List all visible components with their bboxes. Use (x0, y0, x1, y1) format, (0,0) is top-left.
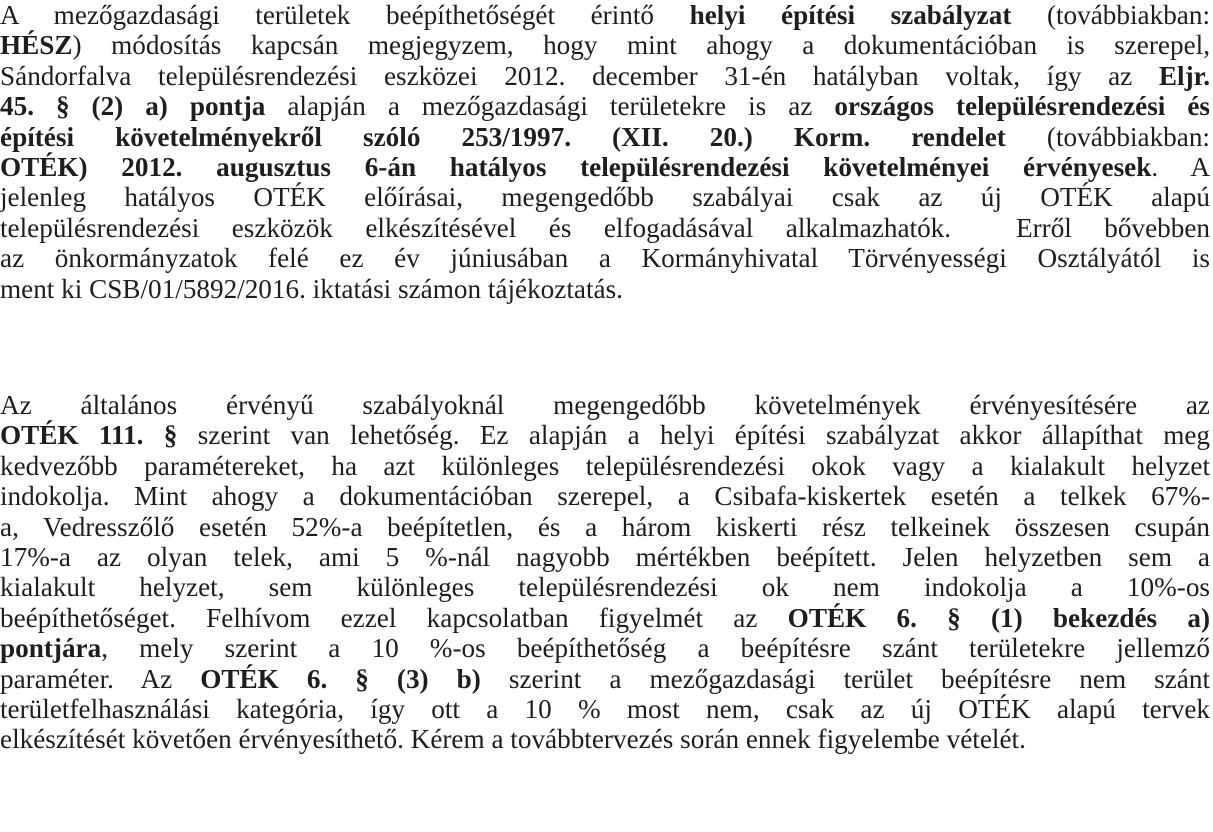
text-run: az önkormányzatok felé ez év júniusában a Kormányhivatal Törvényességi Osztályától is (0, 243, 1210, 274)
text-line (0, 30, 1210, 60)
text-run: (továbbiakban: (1011, 0, 1210, 30)
bold-text-run: pontjára (0, 633, 102, 664)
text-run: alapján a mezőgazdasági területekre is az (265, 91, 835, 122)
text-line (0, 243, 1210, 273)
text-line (0, 61, 1210, 91)
bold-text-run: HÉSZ (0, 30, 73, 61)
bold-text-run: helyi építési szabályzat (689, 0, 1012, 30)
text-line (0, 664, 1210, 694)
text-line (0, 603, 1210, 633)
bold-text-run: OTÉK 111. § (0, 420, 178, 451)
text-line (0, 451, 1210, 481)
text-run: . A (1151, 151, 1210, 182)
text-line (0, 481, 1210, 511)
bold-text-run: OTÉK) 2012. augusztus 6-án hatályos településrendezési követelményei érvényesek (0, 151, 1152, 182)
text-run: ment ki CSB/01/5892/2016. iktatási számon tájékoztatás. (0, 273, 623, 304)
text-run: szerint a mezőgazdasági terület beépítésre nem szánt (480, 663, 1210, 694)
text-run: , mely szerint a 10 %-os beépíthetőség a beépítésre szánt területekre jellemző (101, 633, 1210, 664)
text-line (0, 694, 1210, 724)
text-line (0, 122, 1210, 152)
paragraph-1 (0, 0, 1210, 304)
text-run: ) módosítás kapcsán megjegyzem, hogy mint ahogy a dokumentációban is szerepel, (72, 30, 1210, 61)
text-line (0, 542, 1210, 572)
text-run: területfelhasználási kategória, így ott a 10 % most nem, csak az új OTÉK alapú tervek (0, 693, 1210, 724)
text-run: paraméter. Az (0, 663, 201, 694)
text-run: indokolja. Mint ahogy a dokumentációban szerepel, a Csibafa-kiskertek esetén a telkek 67%- (0, 481, 1210, 512)
text-run: (továbbiakban: (1005, 121, 1210, 152)
text-line (0, 213, 1210, 243)
bold-text-run: OTÉK 6. § (1) bekezdés a) (787, 602, 1210, 633)
bold-text-run: 45. § (2) a) pontja (0, 91, 266, 122)
text-line (0, 91, 1210, 121)
paragraph-2 (0, 390, 1210, 755)
text-line (0, 572, 1210, 602)
text-run: elkészítését követően érvényesíthető. Kérem a továbbtervezés során ennek figyelembe vételét. (0, 724, 1026, 755)
text-line (0, 633, 1210, 663)
text-run: Sándorfalva településrendezési eszközei 2012. december 31-én hatályban voltak, így az (0, 60, 1159, 91)
text-run: Az általános érvényű szabályoknál megengedőbb követelmények érvényesítésére az (0, 390, 1210, 420)
text-line (0, 0, 1210, 30)
bold-text-run: Eljr. (1158, 60, 1210, 91)
bold-text-run: OTÉK 6. § (3) b) (200, 663, 481, 694)
text-run: kedvezőbb paramétereket, ha azt különleges településrendezési okok vagy a kialakult helyzet (0, 450, 1210, 481)
text-run: szerint van lehetőség. Ez alapján a helyi építési szabályzat akkor állapíthat meg (177, 420, 1210, 451)
text-line (0, 724, 1210, 754)
text-run: jelenleg hatályos OTÉK előírásai, megengedőbb szabályai csak az új OTÉK alapú (0, 182, 1210, 213)
bold-text-run: építési követelményekről szóló 253/1997. (XII. 20.) Korm. rendelet (0, 121, 1006, 152)
text-line (0, 512, 1210, 542)
bold-text-run: országos településrendezési és (834, 91, 1210, 122)
text-run: településrendezési eszközök elkészítésével és elfogadásával alkalmazhatók. Erről bővebben (0, 212, 1210, 243)
text-run: A mezőgazdasági területek beépíthetőségét érintő (0, 0, 690, 30)
text-run: beépíthetőséget. Felhívom ezzel kapcsolatban figyelmét az (0, 602, 788, 633)
text-line (0, 152, 1210, 182)
text-run: kialakult helyzet, sem különleges településrendezési ok nem indokolja a 10%-os (0, 572, 1210, 603)
text-run: a, Vedresszőlő esetén 52%-a beépítetlen, és a három kiskerti rész telkeinek összesen csupán (0, 511, 1210, 542)
text-line (0, 274, 1210, 304)
text-line (0, 420, 1210, 450)
text-line (0, 390, 1210, 420)
text-run: 17%-a az olyan telek, ami 5 %-nál nagyobb mértékben beépített. Jelen helyzetben sem a (0, 541, 1210, 572)
text-line (0, 182, 1210, 212)
